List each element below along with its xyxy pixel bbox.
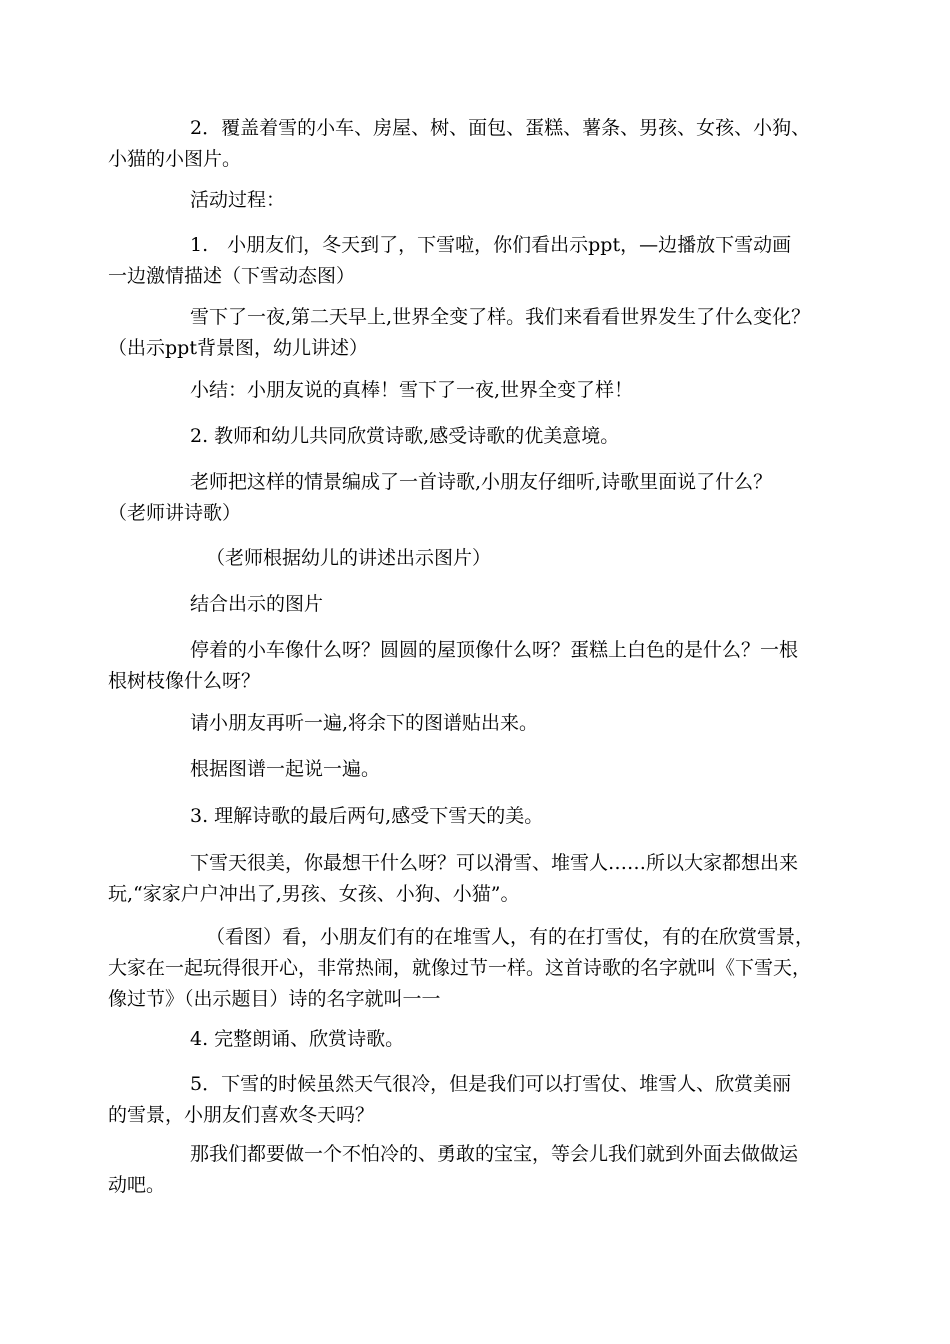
paragraph-snow-night: [108, 302, 844, 364]
paragraph-closing: [108, 1139, 844, 1201]
text-line: （看图）看，小朋友们有的在堆雪人，有的在打雪仗，有的在欣赏雪景，: [206, 926, 815, 948]
paragraph-activity-process-heading: [108, 185, 844, 216]
paragraph-step-3: [108, 801, 844, 832]
text-line: 动吧。: [108, 1174, 166, 1196]
text-line: 像过节》（出示题目）诗的名字就叫一一: [108, 988, 441, 1010]
text-line: 3. 理解诗歌的最后两句,感受下雪天的美。: [190, 805, 544, 827]
text-line: 大家在一起玩得很开心，非常热闹，就像过节一样。这首诗歌的名字就叫《下雪天，: [108, 957, 812, 979]
text-line: （出示ppt背景图，幼儿讲述）: [108, 337, 368, 359]
text-line: 2. 教师和幼儿共同欣赏诗歌,感受诗歌的优美意境。: [190, 425, 620, 447]
text-line: 那我们都要做一个不怕冷的、勇敢的宝宝，等会儿我们就到外面去做做运: [190, 1143, 799, 1165]
paragraph-summary: [108, 375, 844, 406]
paragraph-combine-pictures: [108, 589, 844, 620]
text-line: 1. 小朋友们，冬天到了，下雪啦，你们看出示ppt，—边播放下雪动画: [190, 234, 792, 256]
text-line: 活动过程：: [190, 189, 286, 211]
text-line: 小猫的小图片。: [108, 148, 242, 170]
text-line: 请小朋友再听一遍,将余下的图谱贴出来。: [190, 712, 539, 734]
text-line: 小结：小朋友说的真棒！雪下了一夜,世界全变了样！: [190, 379, 634, 401]
text-line: 雪下了一夜,第二天早上,世界全变了样。我们来看看世界发生了什么变化？: [190, 306, 811, 328]
text-line: 结合出示的图片: [190, 593, 324, 615]
text-line: 停着的小车像什么呀？圆圆的屋顶像什么呀？蛋糕上白色的是什么？一根: [190, 639, 799, 661]
text-line: 根树枝像什么呀？: [108, 670, 261, 692]
text-line: 的雪景，小朋友们喜欢冬天吗？: [108, 1104, 375, 1126]
paragraph-step-4: [108, 1024, 844, 1055]
text-line: 4. 完整朗诵、欣赏诗歌。: [190, 1028, 405, 1050]
paragraph-materials: [108, 113, 844, 175]
paragraph-look-picture: [108, 922, 844, 1015]
paragraph-questions: [108, 635, 844, 697]
text-line: 5．下雪的时候虽然天气很冷，但是我们可以打雪仗、堆雪人、欣赏美丽: [190, 1073, 792, 1095]
paragraph-step-2: [108, 421, 844, 452]
paragraph-listen-again: [108, 708, 844, 739]
text-line: 玩,“家家户户冲出了,男孩、女孩、小狗、小猫”。: [108, 883, 520, 905]
text-line: 老师把这样的情景编成了一首诗歌,小朋友仔细听,诗歌里面说了什么？: [190, 471, 773, 493]
paragraph-step-5: [108, 1069, 844, 1131]
text-line: （老师根据幼儿的讲述出示图片）: [206, 547, 492, 569]
text-line: 根据图谱一起说一遍。: [190, 758, 381, 780]
paragraph-step-1: [108, 230, 844, 292]
paragraph-poem-intro: [108, 467, 844, 529]
paragraph-say-together: [108, 754, 844, 785]
text-line: 2．覆盖着雪的小车、房屋、树、面包、蛋糕、薯条、男孩、女孩、小狗、: [190, 117, 811, 139]
text-line: 下雪天很美，你最想干什么呀？可以滑雪、堆雪人……所以大家都想出来: [190, 852, 799, 874]
text-line: 一边激情描述（下雪动态图）: [108, 265, 356, 287]
paragraph-show-pictures: [108, 543, 844, 574]
paragraph-snow-day-fun: [108, 848, 844, 910]
text-line: （老师讲诗歌）: [108, 502, 242, 524]
